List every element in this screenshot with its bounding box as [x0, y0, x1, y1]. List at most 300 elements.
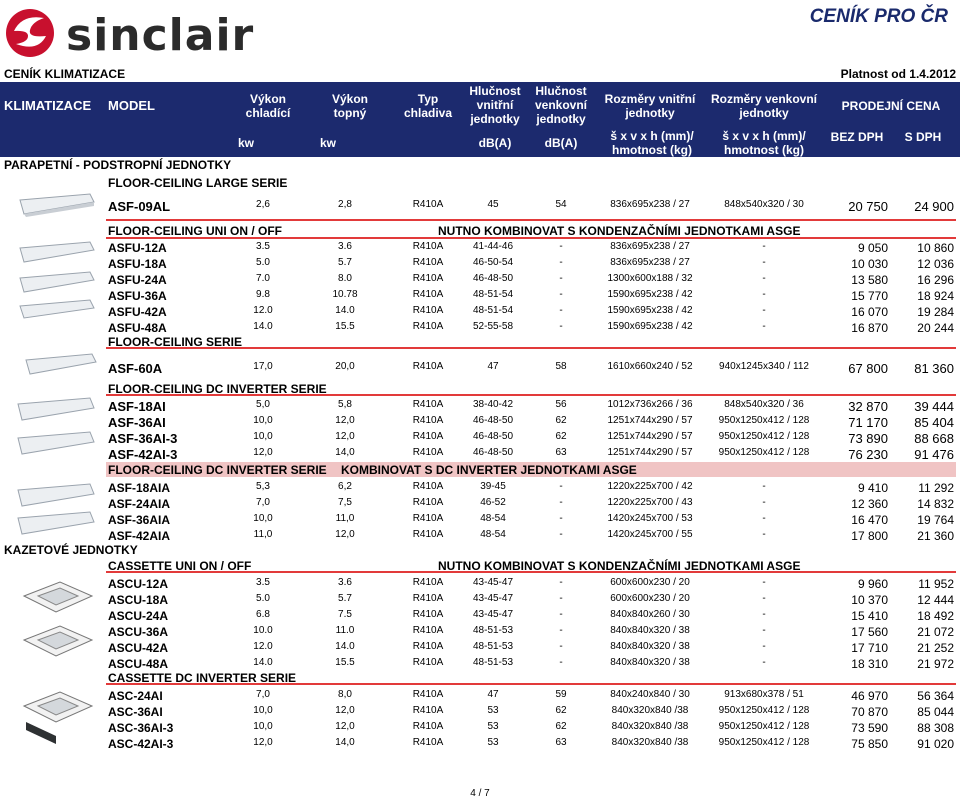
price-inc-vat-value: 56 364 [917, 689, 954, 703]
cassette-unit-image [20, 578, 94, 673]
noise-indoor: 46-50-54 [472, 257, 514, 268]
dim-outdoor: - [762, 513, 766, 524]
price-ex-vat-value: 16 070 [851, 305, 888, 319]
refrigerant: R410A [412, 399, 444, 410]
dim-indoor: 840x840x320 / 38 [610, 625, 690, 636]
refrigerant: R410A [412, 577, 444, 588]
col-noise-indoor: Hlučnost vnitřní jednotky [469, 84, 521, 126]
price-inc-vat-value: 91 020 [917, 737, 954, 751]
unit-db-in: dB(A) [478, 136, 512, 150]
noise-outdoor: - [559, 657, 563, 668]
heating-capacity: 15.5 [335, 657, 355, 668]
dim-indoor: 600x600x230 / 20 [610, 593, 690, 604]
cooling-capacity: 3.5 [256, 577, 270, 588]
dim-outdoor: 950x1250x412 / 128 [718, 431, 810, 442]
unit-dim-out: š x v x h (mm)/ hmotnost (kg) [722, 129, 806, 157]
col-klimatizace: KLIMATIZACE [4, 98, 92, 113]
model-name: ASF-18AI [108, 399, 166, 414]
model-name: ASF-36AI-3 [108, 431, 178, 446]
noise-outdoor: - [559, 241, 563, 252]
heating-capacity: 14.0 [335, 641, 355, 652]
price-inc-vat-value: 20 244 [917, 321, 954, 335]
dim-indoor: 1590x695x238 / 42 [607, 305, 693, 316]
dim-indoor: 1220x225x700 / 43 [607, 497, 693, 508]
price-inc-vat-value: 24 900 [914, 199, 954, 214]
noise-indoor: 43-45-47 [472, 609, 514, 620]
group-cassette-uni-label: CASSETTE UNI ON / OFF [108, 559, 252, 573]
doc-title: CENÍK PRO ČR [809, 6, 948, 27]
dim-outdoor: 950x1250x412 / 128 [718, 447, 810, 458]
heating-capacity: 15.5 [335, 321, 355, 332]
noise-outdoor: - [559, 321, 563, 332]
price-inc-vat-value: 18 492 [917, 609, 954, 623]
price-ex-vat-value: 75 850 [851, 737, 888, 751]
dim-indoor: 840x840x320 / 38 [610, 641, 690, 652]
col-refrigerant: Typ chladiva [403, 92, 453, 120]
refrigerant: R410A [412, 529, 444, 540]
cooling-capacity: 6.8 [256, 609, 270, 620]
section-cassette: KAZETOVÉ JEDNOTKY [4, 543, 138, 557]
cooling-capacity: 10,0 [253, 431, 273, 442]
noise-outdoor: - [559, 625, 563, 636]
group-cassette-dc: CASSETTE DC INVERTER SERIE [108, 671, 297, 685]
price-ex-vat-value: 15 410 [851, 609, 888, 623]
refrigerant: R410A [412, 513, 444, 524]
dim-indoor: 1590x695x238 / 42 [607, 289, 693, 300]
model-name: ASCU-24A [108, 609, 169, 623]
dim-outdoor: - [762, 625, 766, 636]
dim-outdoor: - [762, 657, 766, 668]
model-name: ASCU-42A [108, 641, 169, 655]
model-name: ASFU-36A [108, 289, 167, 303]
dim-indoor: 836x695x238 / 27 [610, 257, 690, 268]
noise-indoor: 47 [487, 689, 499, 700]
dim-indoor: 1251x744x290 / 57 [607, 431, 693, 442]
heating-capacity: 10.78 [332, 289, 358, 300]
price-inc-vat-value: 11 952 [918, 577, 954, 591]
price-ex-vat-value: 15 770 [851, 289, 888, 303]
refrigerant: R410A [412, 257, 444, 268]
floor-ceiling-unit-image [24, 352, 98, 383]
price-inc-vat-value: 19 284 [917, 305, 954, 319]
noise-indoor: 53 [487, 705, 499, 716]
col-cooling: Výkon chladící [245, 92, 291, 120]
sinclair-logo [4, 4, 344, 62]
dim-indoor: 1251x744x290 / 57 [607, 415, 693, 426]
model-name: ASFU-42A [108, 305, 167, 319]
price-inc-vat-value: 10 860 [917, 241, 954, 255]
cooling-capacity: 11,0 [253, 529, 273, 540]
refrigerant: R410A [412, 705, 444, 716]
logo-wordmark: sinclair [66, 10, 255, 61]
refrigerant: R410A [412, 737, 444, 748]
dim-indoor: 840x320x840 /38 [611, 705, 689, 716]
dim-outdoor: 950x1250x412 / 128 [718, 737, 810, 748]
noise-outdoor: - [559, 577, 563, 588]
dim-outdoor: - [762, 593, 766, 604]
cooling-capacity: 12.0 [253, 641, 273, 652]
col-model: MODEL [108, 98, 155, 113]
price-ex-vat-value: 10 030 [851, 257, 888, 271]
dim-indoor: 836x695x238 / 27 [610, 241, 690, 252]
noise-indoor: 41-44-46 [472, 241, 514, 252]
noise-outdoor: - [559, 497, 563, 508]
dim-outdoor: - [762, 257, 766, 268]
unit-kw-cool: kw [238, 136, 255, 150]
noise-indoor: 48-51-53 [472, 641, 514, 652]
noise-outdoor: 63 [555, 447, 567, 458]
noise-indoor: 48-51-54 [472, 289, 514, 300]
model-name: ASF-36AIA [108, 513, 171, 527]
heating-capacity: 3.6 [338, 241, 352, 252]
cooling-capacity: 5,3 [256, 481, 270, 492]
dim-outdoor: - [762, 273, 766, 284]
noise-outdoor: 62 [555, 415, 567, 426]
cooling-capacity: 14.0 [253, 657, 273, 668]
refrigerant: R410A [412, 415, 444, 426]
cooling-capacity: 7,0 [256, 497, 270, 508]
col-dim-outdoor: Rozměry venkovní jednotky [710, 92, 818, 120]
unit-db-out: dB(A) [544, 136, 578, 150]
cooling-capacity: 10,0 [253, 513, 273, 524]
noise-outdoor: 62 [555, 431, 567, 442]
noise-indoor: 43-45-47 [472, 593, 514, 604]
price-inc-vat-value: 91 476 [914, 447, 954, 462]
floor-ceiling-unit-image [18, 192, 96, 223]
noise-indoor: 46-48-50 [472, 447, 514, 458]
unit-dim-in: š x v x h (mm)/ hmotnost (kg) [610, 129, 694, 157]
noise-indoor: 48-51-54 [472, 305, 514, 316]
heating-capacity: 8.0 [338, 273, 352, 284]
price-ex-vat-value: 9 050 [857, 241, 888, 255]
model-name: ASF-09AL [108, 199, 171, 214]
separator [106, 237, 956, 239]
table-header [0, 82, 960, 157]
valid-from: Platnost od 1.4.2012 [840, 67, 956, 81]
price-ex-vat-value: 73 890 [848, 431, 888, 446]
dim-indoor: 600x600x230 / 20 [610, 577, 690, 588]
refrigerant: R410A [412, 431, 444, 442]
price-ex-vat-value: 17 800 [851, 529, 888, 543]
noise-outdoor: 62 [555, 705, 567, 716]
heating-capacity: 5,8 [338, 399, 352, 410]
price-inc-vat-value: 88 668 [914, 431, 954, 446]
floor-ceiling-unit-image [16, 480, 96, 545]
cooling-capacity: 17,0 [253, 361, 273, 372]
noise-outdoor: 62 [555, 721, 567, 732]
heating-capacity: 14,0 [335, 737, 355, 748]
cooling-capacity: 10,0 [253, 705, 273, 716]
heating-capacity: 11,0 [335, 513, 355, 524]
group-fc-large: FLOOR-CEILING LARGE SERIE [108, 176, 288, 190]
price-ex-vat-value: 16 470 [851, 513, 888, 527]
price-inc-vat-value: 81 360 [914, 361, 954, 376]
price-ex-vat-value: 12 360 [851, 497, 888, 511]
price-inc-vat-value: 16 296 [917, 273, 954, 287]
refrigerant: R410A [412, 273, 444, 284]
heating-capacity: 5.7 [338, 593, 352, 604]
heating-capacity: 8,0 [338, 689, 352, 700]
col-noise-outdoor: Hlučnost venkovní jednotky [534, 84, 588, 126]
dim-indoor: 1300x600x188 / 32 [607, 273, 693, 284]
group-fc-dc: FLOOR-CEILING DC INVERTER SERIE [108, 382, 327, 396]
price-inc-vat: S DPH [904, 130, 942, 144]
model-name: ASF-18AIA [108, 481, 171, 495]
model-name: ASF-42AI-3 [108, 447, 178, 462]
cooling-capacity: 12.0 [253, 305, 273, 316]
noise-indoor: 38-40-42 [472, 399, 514, 410]
heating-capacity: 12,0 [335, 431, 355, 442]
model-name: ASF-36AI [108, 415, 166, 430]
model-name: ASCU-36A [108, 625, 169, 639]
heating-capacity: 14,0 [335, 447, 355, 458]
price-inc-vat-value: 12 444 [917, 593, 954, 607]
model-name: ASFU-48A [108, 321, 167, 335]
heating-capacity: 3.6 [338, 577, 352, 588]
price-inc-vat-value: 39 444 [914, 399, 954, 414]
model-name: ASC-24AI [108, 689, 163, 703]
dim-outdoor: - [762, 609, 766, 620]
dim-outdoor: - [762, 529, 766, 540]
dim-indoor: 840x240x840 / 30 [610, 689, 690, 700]
price-inc-vat-value: 21 072 [917, 625, 954, 639]
dim-indoor: 1220x225x700 / 42 [607, 481, 693, 492]
separator [106, 347, 956, 349]
price-ex-vat-value: 17 560 [851, 625, 888, 639]
model-name: ASF-24AIA [108, 497, 171, 511]
price-inc-vat-value: 19 764 [917, 513, 954, 527]
refrigerant: R410A [412, 625, 444, 636]
dim-outdoor: - [762, 481, 766, 492]
price-list-title: CENÍK KLIMATIZACE [4, 67, 126, 81]
separator [106, 683, 956, 685]
cooling-capacity: 2,6 [256, 199, 270, 210]
group-fc-uni-note: NUTNO KOMBINOVAT S KONDENZAČNÍMI JEDNOTKAMI ASGE [438, 224, 801, 238]
model-name: ASCU-48A [108, 657, 169, 671]
noise-indoor: 45 [487, 199, 499, 210]
dim-outdoor: 913x680x378 / 51 [724, 689, 804, 700]
dim-outdoor: 950x1250x412 / 128 [718, 705, 810, 716]
dim-indoor: 840x320x840 /38 [611, 737, 689, 748]
noise-indoor: 48-54 [480, 513, 506, 524]
dim-indoor: 1012x736x266 / 36 [607, 399, 693, 410]
dim-indoor: 840x840x320 / 38 [610, 657, 690, 668]
dim-outdoor: - [762, 241, 766, 252]
noise-indoor: 53 [487, 721, 499, 732]
dim-outdoor: - [762, 641, 766, 652]
model-name: ASFU-24A [108, 273, 167, 287]
price-ex-vat: BEZ DPH [830, 130, 884, 144]
model-name: ASC-36AI [108, 705, 163, 719]
heating-capacity: 7,5 [338, 497, 352, 508]
price-inc-vat-value: 11 292 [918, 481, 954, 495]
refrigerant: R410A [412, 447, 444, 458]
noise-outdoor: - [559, 257, 563, 268]
refrigerant: R410A [412, 321, 444, 332]
cooling-capacity: 14.0 [253, 321, 273, 332]
dim-outdoor: - [762, 321, 766, 332]
noise-indoor: 43-45-47 [472, 577, 514, 588]
group-fc-dc-2 [108, 463, 637, 477]
price-inc-vat-value: 12 036 [917, 257, 954, 271]
dim-indoor: 840x840x260 / 30 [610, 609, 690, 620]
heating-capacity: 12,0 [335, 415, 355, 426]
dim-outdoor: 950x1250x412 / 128 [718, 721, 810, 732]
heating-capacity: 12,0 [335, 529, 355, 540]
price-inc-vat-value: 14 832 [917, 497, 954, 511]
refrigerant: R410A [412, 593, 444, 604]
cooling-capacity: 12,0 [253, 737, 273, 748]
heating-capacity: 11.0 [335, 625, 355, 636]
cooling-capacity: 5.0 [256, 257, 270, 268]
noise-outdoor: - [559, 609, 563, 620]
noise-outdoor: - [559, 513, 563, 524]
heating-capacity: 6,2 [338, 481, 352, 492]
unit-kw-heat: kw [320, 136, 337, 150]
noise-indoor: 46-48-50 [472, 415, 514, 426]
dim-indoor: 1610x660x240 / 52 [607, 361, 693, 372]
price-inc-vat-value: 88 308 [917, 721, 954, 735]
section-floor-ceiling: PARAPETNÍ - PODSTROPNÍ JEDNOTKY [4, 158, 232, 172]
separator [106, 571, 956, 573]
noise-outdoor: 59 [555, 689, 567, 700]
heating-capacity: 7.5 [338, 609, 352, 620]
model-name: ASF-42AIA [108, 529, 171, 543]
cassette-unit-image [20, 686, 94, 753]
dim-outdoor: 848x540x320 / 36 [724, 399, 804, 410]
refrigerant: R410A [412, 641, 444, 652]
floor-ceiling-unit-image [16, 396, 96, 471]
price-inc-vat-value: 18 924 [917, 289, 954, 303]
price-ex-vat-value: 76 230 [848, 447, 888, 462]
group-fc-uni-label: FLOOR-CEILING UNI ON / OFF [108, 224, 282, 238]
noise-indoor: 46-52 [480, 497, 506, 508]
refrigerant: R410A [412, 497, 444, 508]
refrigerant: R410A [412, 289, 444, 300]
noise-indoor: 46-48-50 [472, 431, 514, 442]
model-name: ASFU-18A [108, 257, 167, 271]
cooling-capacity: 9.8 [256, 289, 270, 300]
dim-indoor: 836x695x238 / 27 [610, 199, 690, 210]
heating-capacity: 5.7 [338, 257, 352, 268]
cooling-capacity: 12,0 [253, 447, 273, 458]
dim-indoor: 1420x245x700 / 53 [607, 513, 693, 524]
noise-indoor: 48-51-53 [472, 625, 514, 636]
heating-capacity: 14.0 [335, 305, 355, 316]
noise-indoor: 47 [487, 361, 499, 372]
noise-outdoor: - [559, 273, 563, 284]
dim-outdoor: 950x1250x412 / 128 [718, 415, 810, 426]
heating-capacity: 12,0 [335, 705, 355, 716]
dim-indoor: 840x320x840 /38 [611, 721, 689, 732]
cooling-capacity: 7,0 [256, 689, 270, 700]
price-ex-vat-value: 13 580 [851, 273, 888, 287]
refrigerant: R410A [412, 609, 444, 620]
price-ex-vat-value: 20 750 [848, 199, 888, 214]
dim-outdoor: 848x540x320 / 30 [724, 199, 804, 210]
col-heating: Výkon topný [331, 92, 368, 120]
noise-outdoor: 56 [555, 399, 567, 410]
group-fc-serie: FLOOR-CEILING SERIE [108, 335, 243, 349]
price-ex-vat-value: 16 870 [851, 321, 888, 335]
col-price: PRODEJNÍ CENA [841, 99, 941, 113]
model-name: ASCU-18A [108, 593, 169, 607]
price-ex-vat-value: 10 370 [851, 593, 888, 607]
group-fc-dc-2-note: KOMBINOVAT S DC INVERTER JEDNOTKAMI ASGE [341, 463, 637, 477]
noise-outdoor: - [559, 641, 563, 652]
price-ex-vat-value: 32 870 [848, 399, 888, 414]
dim-outdoor: - [762, 497, 766, 508]
noise-outdoor: - [559, 529, 563, 540]
dim-indoor: 1251x744x290 / 57 [607, 447, 693, 458]
dim-outdoor: - [762, 305, 766, 316]
noise-indoor: 53 [487, 737, 499, 748]
refrigerant: R410A [412, 361, 444, 372]
group-fc-dc-2-label: FLOOR-CEILING DC INVERTER SERIE [108, 463, 327, 477]
price-ex-vat-value: 18 310 [851, 657, 888, 671]
noise-outdoor: - [559, 289, 563, 300]
cooling-capacity: 7.0 [256, 273, 270, 284]
refrigerant: R410A [412, 721, 444, 732]
heating-capacity: 20,0 [335, 361, 355, 372]
cooling-capacity: 5.0 [256, 593, 270, 604]
dim-indoor: 1590x695x238 / 42 [607, 321, 693, 332]
price-inc-vat-value: 21 252 [917, 641, 954, 655]
dim-outdoor: - [762, 289, 766, 300]
cooling-capacity: 10,0 [253, 415, 273, 426]
model-name: ASC-42AI-3 [108, 737, 174, 751]
dim-indoor: 1420x245x700 / 55 [607, 529, 693, 540]
separator [106, 219, 956, 221]
noise-outdoor: 58 [555, 361, 567, 372]
price-ex-vat-value: 46 970 [851, 689, 888, 703]
title-bar [4, 67, 956, 82]
noise-outdoor: 54 [555, 199, 567, 210]
price-ex-vat-value: 17 710 [851, 641, 888, 655]
refrigerant: R410A [412, 689, 444, 700]
noise-indoor: 48-51-53 [472, 657, 514, 668]
refrigerant: R410A [412, 241, 444, 252]
noise-indoor: 46-48-50 [472, 273, 514, 284]
page-number: 4 / 7 [470, 788, 490, 799]
floor-ceiling-unit-image [18, 240, 96, 325]
price-ex-vat-value: 9 410 [857, 481, 888, 495]
dim-outdoor: 940x1245x340 / 112 [719, 361, 809, 372]
noise-indoor: 48-54 [480, 529, 506, 540]
dim-outdoor: - [762, 577, 766, 588]
refrigerant: R410A [412, 657, 444, 668]
noise-outdoor: - [559, 305, 563, 316]
cooling-capacity: 10,0 [253, 721, 273, 732]
noise-outdoor: - [559, 481, 563, 492]
heating-capacity: 12,0 [335, 721, 355, 732]
cooling-capacity: 10.0 [253, 625, 273, 636]
price-ex-vat-value: 67 800 [848, 361, 888, 376]
price-inc-vat-value: 85 044 [917, 705, 954, 719]
model-name: ASC-36AI-3 [108, 721, 174, 735]
model-name: ASCU-12A [108, 577, 169, 591]
price-inc-vat-value: 85 404 [914, 415, 954, 430]
refrigerant: R410A [412, 199, 444, 210]
noise-indoor: 39-45 [480, 481, 506, 492]
refrigerant: R410A [412, 305, 444, 316]
col-dim-indoor: Rozměry vnitřní jednotky [604, 92, 696, 120]
price-inc-vat-value: 21 972 [917, 657, 954, 671]
separator [106, 394, 956, 396]
price-ex-vat-value: 71 170 [848, 415, 888, 430]
model-name: ASF-60A [108, 361, 163, 376]
cooling-capacity: 5,0 [256, 399, 270, 410]
